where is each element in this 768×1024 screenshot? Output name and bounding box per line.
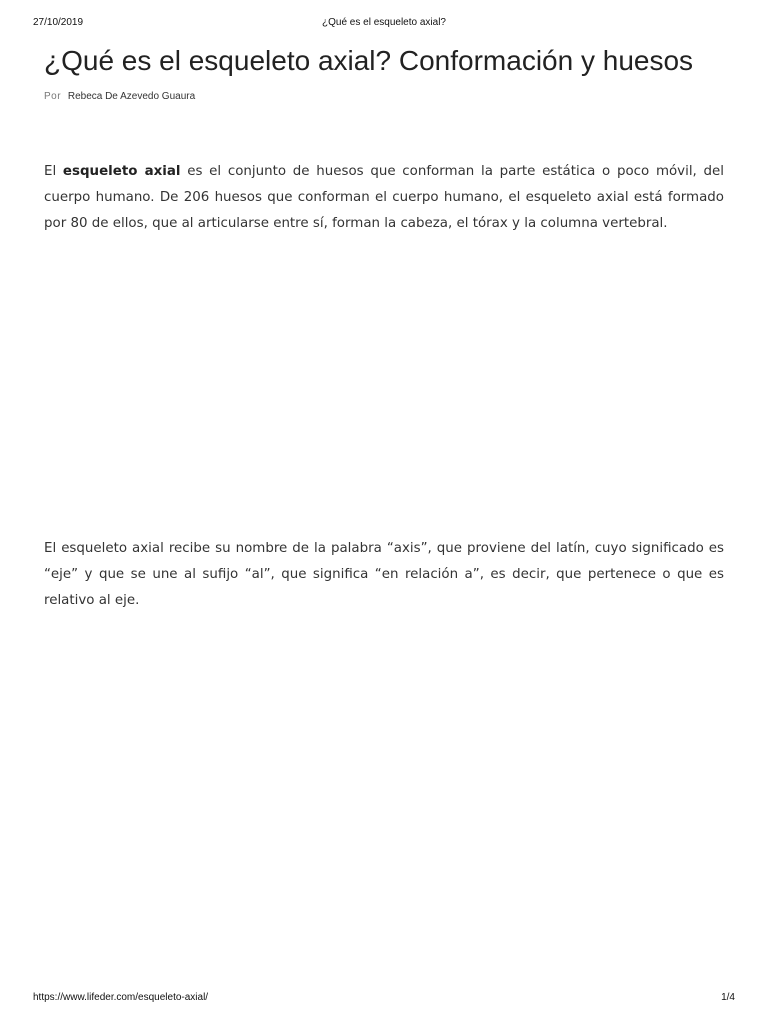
byline-prefix: Por — [44, 91, 62, 102]
print-footer — [33, 992, 735, 1006]
paragraph-1-bold-term: esqueleto axial — [62, 164, 181, 179]
print-header — [33, 17, 735, 31]
author-name[interactable]: Rebeca De Azevedo Guaura — [67, 91, 196, 102]
print-document-title: ¿Qué es el esqueleto axial? — [322, 17, 446, 28]
article-paragraph-1 — [44, 159, 724, 237]
article-header — [44, 44, 724, 102]
page-number: 1/4 — [721, 992, 735, 1003]
page-url: https://www.lifeder.com/esqueleto-axial/ — [33, 992, 209, 1003]
article-paragraph-2: El esqueleto axial recibe su nombre de la palabra “axis”, que proviene del latín, cuyo significado es “eje” y que se une al sufijo “al”, que significa “en relación a”, es decir, que pertenece o que es relativo al eje. — [44, 541, 724, 608]
paragraph-1-lead: El — [44, 164, 63, 179]
paragraph-1-body: es el conjunto de huesos que conforman la parte estática o poco móvil, del cuerpo humano. De 206 huesos que conforman el cuerpo humano, el esqueleto axial está formado por 80 de ellos, que al articularse entre sí, forman la cabeza, el tórax y la columna vertebral. — [44, 164, 724, 231]
byline — [44, 91, 724, 102]
article-title: ¿Qué es el esqueleto axial? Conformación y huesos — [44, 45, 694, 76]
print-date: 27/10/2019 — [33, 17, 84, 28]
